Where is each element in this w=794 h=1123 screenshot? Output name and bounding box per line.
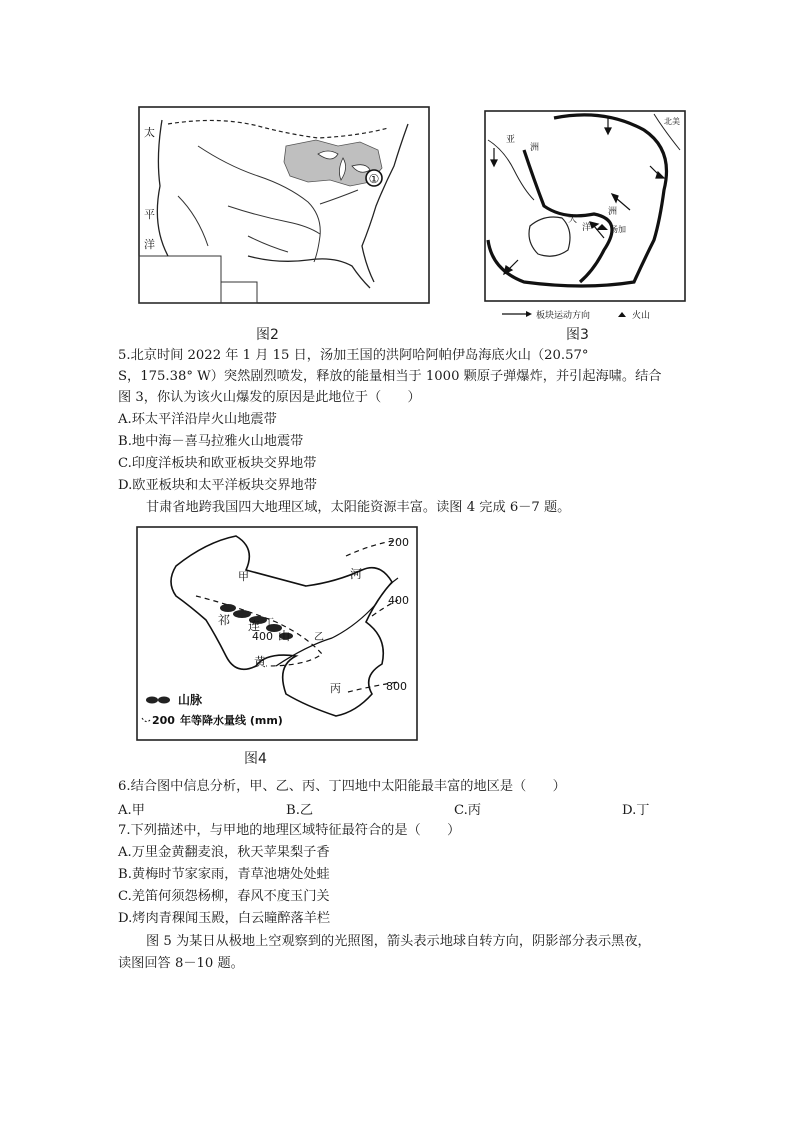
fig3-label-da: 大	[568, 215, 578, 225]
fig3-label-beimei: 北美	[664, 117, 680, 126]
legend-plate-motion: 板块运动方向	[536, 311, 591, 321]
q6-option-a: A.甲	[118, 803, 145, 818]
figure-3-map	[484, 110, 686, 324]
q5-option-b: B.地中海－喜马拉雅火山地震带	[118, 434, 304, 449]
intro-8-10-line-1: 图 5 为某日从极地上空观察到的光照图，箭头表示地球自转方向，阴影部分表示黑夜，	[146, 934, 651, 949]
q7-option-d: D.烤肉青稞闻玉殿，白云瞳醉落羊栏	[118, 911, 331, 926]
fig3-label-yang: 洋	[582, 223, 592, 233]
legend-isoline-value: 200	[152, 714, 175, 727]
fig2-marker: ①	[368, 172, 380, 186]
q7-option-a: A.万里金黄翻麦浪，秋天苹果梨子香	[118, 845, 330, 860]
q5-option-c: C.印度洋板块和欧亚板块交界地带	[118, 456, 317, 471]
fig4-label-shan: 山	[278, 629, 291, 643]
figure-4-caption: 图4	[244, 751, 267, 767]
fig2-label-tai: 太	[144, 126, 155, 139]
fig3-label-ya: 亚	[506, 135, 516, 145]
fig4-label-bing: 丙	[330, 682, 341, 695]
q5-line-2: S，175.38° W）突然剧烈喷发，释放的能量相当于 1000 颗原子弹爆炸，并引起海啸。结合	[118, 369, 662, 384]
q5-line-3: 图 3，你认为该火山爆发的原因是此地位于（ ）	[118, 390, 421, 405]
q5-line-1: 5.北京时间 2022 年 1 月 15 日，汤加王国的洪阿哈阿帕伊岛海底火山（20.57°	[118, 348, 589, 363]
fig4-iso400a: 400	[388, 594, 409, 607]
figure-3-caption: 图3	[566, 327, 589, 343]
q6-stem: 6.结合图中信息分析，甲、乙、丙、丁四地中太阳能最丰富的地区是（ ）	[118, 779, 566, 794]
figure-4-map	[136, 526, 418, 742]
fig4-label-yi: 乙	[314, 632, 324, 643]
q6-option-d: D.丁	[622, 803, 650, 818]
australia-outline	[529, 217, 570, 256]
fig2-label-yang: 洋	[144, 238, 155, 251]
fig4-iso200: 200	[388, 536, 409, 549]
fig2-label-ping: 平	[144, 208, 155, 221]
q5-option-a: A.环太平洋沿岸火山地震带	[118, 412, 277, 427]
q5-option-d: D.欧亚板块和太平洋板块交界地带	[118, 478, 317, 493]
fig4-label-lian: 连	[248, 619, 261, 633]
fig4-label-iso400b: 400	[252, 630, 273, 643]
figure-2-caption: 图2	[256, 327, 279, 343]
fig3-label-zhou: 洲	[530, 143, 540, 153]
fig4-label-he: 河	[350, 567, 363, 581]
intro-6-7: 甘肃省地跨我国四大地理区域，太阳能资源丰富。读图 4 完成 6－7 题。	[146, 500, 571, 515]
q7-option-b: B.黄梅时节家家雨，青草池塘处处蛙	[118, 867, 330, 882]
fig4-label-jia: 甲	[238, 570, 249, 583]
fig4-label-huang: 黄	[254, 655, 267, 669]
intro-8-10-line-2: 读图回答 8－10 题。	[118, 956, 244, 971]
fig3-label-tonga: 汤加	[610, 225, 626, 234]
legend-mountain: 山脉	[178, 693, 203, 707]
fig4-label-qi: 祁	[218, 613, 231, 627]
fig4-label-ding: 丁	[264, 618, 274, 629]
q7-option-c: C.羌笛何须怨杨柳，春风不度玉门关	[118, 889, 330, 904]
fig3-label-zhou2: 洲	[608, 207, 618, 217]
figure-2-map	[138, 106, 430, 304]
q7-stem: 7.下列描述中，与甲地的地理区域特征最符合的是（ ）	[118, 823, 461, 838]
q6-option-c: C.丙	[454, 803, 481, 818]
q6-option-b: B.乙	[286, 803, 314, 818]
legend-volcano: 火山	[632, 311, 651, 321]
legend-isoline: 年等降水量线 (mm)	[180, 714, 283, 727]
fig4-iso800: 800	[386, 680, 407, 693]
